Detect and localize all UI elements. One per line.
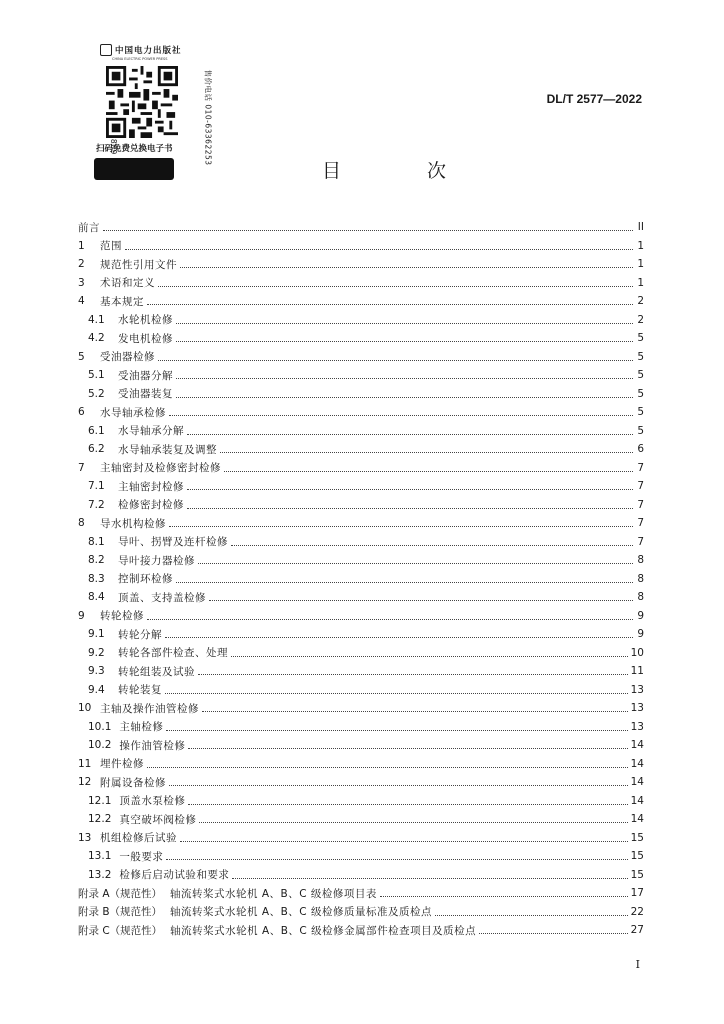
toc-entry-number: 6 <box>78 406 85 419</box>
toc-entry-label: 基本规定 <box>100 295 144 308</box>
dot-leader <box>166 729 627 731</box>
dot-leader <box>220 451 633 453</box>
toc-entry[interactable] <box>78 588 644 607</box>
toc-entry-label: 转轮组装及试验 <box>118 665 195 678</box>
toc-entry[interactable] <box>78 218 644 237</box>
dot-leader <box>187 433 633 435</box>
toc-entry-page: 8 <box>637 572 644 585</box>
toc-entry[interactable] <box>78 459 644 478</box>
toc-entry-page: 13 <box>630 720 644 733</box>
publisher-stamp <box>90 42 213 182</box>
dot-leader <box>435 914 628 916</box>
toc-entry-page: 22 <box>630 905 644 918</box>
toc-entry-label: 主轴及操作油管检修 <box>100 702 199 715</box>
dot-leader <box>176 322 633 324</box>
toc-entry-page: 15 <box>630 868 644 881</box>
toc-entry-page: 2 <box>637 295 644 308</box>
toc-entry[interactable] <box>78 903 644 922</box>
dot-leader <box>232 877 627 879</box>
dot-leader <box>158 285 633 287</box>
dot-leader <box>169 414 633 416</box>
toc-entry-page: 13 <box>630 683 644 696</box>
toc-entry[interactable] <box>78 699 644 718</box>
toc-entry-number: 12.2 <box>88 813 112 826</box>
dot-leader <box>176 581 633 583</box>
toc-entry[interactable] <box>78 718 644 737</box>
dot-leader <box>180 840 628 842</box>
toc-entry-page: 9 <box>637 628 644 641</box>
toc-entry[interactable] <box>78 403 644 422</box>
toc-entry-label: 前言 <box>78 221 100 234</box>
dot-leader <box>169 784 628 786</box>
redacted-bar <box>94 158 174 180</box>
toc-entry[interactable] <box>78 810 644 829</box>
page-title: 目 次 <box>322 160 487 182</box>
dot-leader <box>188 803 627 805</box>
toc-entry-label: 受油器检修 <box>100 351 155 364</box>
toc-entry-label: 控制环检修 <box>118 573 173 586</box>
toc-entry-page: 1 <box>637 276 644 289</box>
toc-entry-page: 8 <box>637 591 644 604</box>
toc-entry-label: 范围 <box>100 240 122 253</box>
dot-leader <box>187 507 633 509</box>
toc-entry-page: 17 <box>630 887 644 900</box>
toc-entry-number: 1 <box>78 239 85 252</box>
dot-leader <box>231 655 628 657</box>
toc-entry-label: 机组检修后试验 <box>100 832 177 845</box>
toc-entry[interactable] <box>78 570 644 589</box>
toc-entry-number: 8.4 <box>88 591 105 604</box>
toc-entry-number: 9 <box>78 609 85 622</box>
sales-phone: 售价电话 010-63362253 <box>203 69 213 166</box>
toc-entry-number: 4.2 <box>88 332 105 345</box>
dot-leader <box>176 340 633 342</box>
toc-entry-label: 导水机构检修 <box>100 517 166 530</box>
toc-entry-page: 14 <box>630 739 644 752</box>
dot-leader <box>209 599 633 601</box>
toc-entry[interactable] <box>78 514 644 533</box>
toc-entry-label: 转轮检修 <box>100 610 144 623</box>
toc-entry-number: 附录 B（规范性） <box>78 906 163 919</box>
toc-entry-page: 7 <box>637 461 644 474</box>
toc-entry-number: 9.3 <box>88 665 105 678</box>
toc-entry[interactable] <box>78 237 644 256</box>
dot-leader <box>479 932 628 934</box>
toc-entry-label: 检修密封检修 <box>118 499 184 512</box>
toc-entry-number: 10 <box>78 702 92 715</box>
toc-entry[interactable] <box>78 644 644 663</box>
toc-entry-label: 检修后启动试验和要求 <box>119 869 230 882</box>
toc-entry-number: 8 <box>78 517 85 530</box>
toc-entry-number: 9.4 <box>88 683 105 696</box>
toc-entry-page: 1 <box>637 258 644 271</box>
toc-entry-number: 6.1 <box>88 424 105 437</box>
dot-leader <box>202 710 628 712</box>
dot-leader <box>176 377 633 379</box>
table-of-contents <box>78 218 644 940</box>
toc-entry-number: 9.1 <box>88 628 105 641</box>
dot-leader <box>165 636 633 638</box>
toc-entry-label: 轴流转桨式水轮机 A、B、C 级检修质量标准及质检点 <box>170 906 432 919</box>
publisher-english-name: CHINA ELECTRIC POWER PRESS <box>112 57 168 61</box>
toc-entry-number: 13.2 <box>88 868 112 881</box>
toc-entry-page: 14 <box>630 813 644 826</box>
toc-entry-page: 7 <box>637 480 644 493</box>
toc-entry-page: 11 <box>630 665 644 678</box>
toc-entry[interactable] <box>78 662 644 681</box>
toc-entry-label: 导叶、拐臂及连杆检修 <box>118 536 228 549</box>
toc-entry-number: 4 <box>78 295 85 308</box>
toc-entry[interactable] <box>78 366 644 385</box>
dot-leader <box>125 248 633 250</box>
dot-leader <box>176 396 633 398</box>
toc-entry[interactable] <box>78 311 644 330</box>
toc-entry-label: 真空破坏阀检修 <box>119 813 197 826</box>
toc-entry-page: 5 <box>637 332 644 345</box>
toc-entry-page: 5 <box>637 424 644 437</box>
toc-entry-page: 14 <box>630 794 644 807</box>
toc-entry-label: 轴流转桨式水轮机 A、B、C 级检修金属部件检查项目及质检点 <box>170 924 477 937</box>
toc-entry-label: 受油器装复 <box>118 388 173 401</box>
toc-entry-page: 5 <box>637 369 644 382</box>
dot-leader <box>380 895 628 897</box>
toc-entry[interactable] <box>78 440 644 459</box>
toc-entry[interactable] <box>78 681 644 700</box>
dot-leader <box>231 544 633 546</box>
dot-leader <box>199 821 627 823</box>
toc-entry-label: 一般要求 <box>119 850 164 863</box>
dot-leader <box>158 359 633 361</box>
toc-entry-page: 10 <box>630 646 644 659</box>
toc-entry[interactable] <box>78 496 644 515</box>
toc-entry-label: 水导轴承装复及调整 <box>118 443 217 456</box>
toc-entry-number: 2 <box>78 258 85 271</box>
toc-entry-page: 7 <box>637 535 644 548</box>
publisher-logo <box>100 42 186 58</box>
toc-entry-number: 5.1 <box>88 369 105 382</box>
toc-entry-number: 附录 C（规范性） <box>78 924 163 937</box>
toc-entry-label: 受油器分解 <box>118 369 173 382</box>
toc-entry-page: 9 <box>637 609 644 622</box>
toc-entry[interactable] <box>78 736 644 755</box>
toc-entry-page: 1 <box>637 239 644 252</box>
toc-entry[interactable] <box>78 792 644 811</box>
toc-entry-label: 水导轴承检修 <box>100 406 166 419</box>
dot-leader <box>147 618 633 620</box>
page-number: I <box>635 958 640 971</box>
toc-entry-label: 轴流转桨式水轮机 A、B、C 级检修项目表 <box>170 887 377 900</box>
toc-entry-page: 5 <box>637 387 644 400</box>
dot-leader <box>103 229 633 231</box>
toc-entry[interactable] <box>78 329 644 348</box>
toc-entry-page: 8 <box>637 554 644 567</box>
toc-entry-number: 5.2 <box>88 387 105 400</box>
toc-entry-label: 主轴密封检修 <box>118 480 184 493</box>
toc-entry-page: 14 <box>630 757 644 770</box>
toc-entry-number: 7 <box>78 461 85 474</box>
dot-leader <box>188 747 627 749</box>
toc-entry-page: 13 <box>630 702 644 715</box>
toc-entry-label: 导叶接力器检修 <box>118 554 195 567</box>
dot-leader <box>180 266 633 268</box>
toc-entry-label: 水轮机检修 <box>118 314 173 327</box>
toc-entry-number: 13.1 <box>88 850 112 863</box>
toc-entry-number: 8.3 <box>88 572 105 585</box>
qr-caption: 扫码免费兑换电子书 <box>96 144 173 154</box>
qr-code-icon[interactable] <box>106 66 178 138</box>
document-code: DL/T 2577—2022 <box>546 92 642 106</box>
dot-leader <box>224 470 633 472</box>
toc-entry-number: 12.1 <box>88 794 112 807</box>
toc-entry-number: 3 <box>78 276 85 289</box>
toc-entry[interactable] <box>78 773 644 792</box>
toc-entry-number: 8.2 <box>88 554 105 567</box>
toc-entry-label: 主轴检修 <box>119 721 164 734</box>
toc-entry-page: II <box>637 221 644 234</box>
toc-entry-label: 操作油管检修 <box>119 739 186 752</box>
toc-entry-label: 主轴密封及检修密封检修 <box>100 462 221 475</box>
toc-entry-number: 12 <box>78 776 92 789</box>
toc-entry-page: 15 <box>630 831 644 844</box>
toc-entry-page: 5 <box>637 350 644 363</box>
toc-entry-number: 6.2 <box>88 443 105 456</box>
toc-entry[interactable] <box>78 625 644 644</box>
dot-leader <box>147 766 628 768</box>
toc-entry-page: 15 <box>630 850 644 863</box>
toc-entry-page: 5 <box>637 406 644 419</box>
toc-entry-number: 9.2 <box>88 646 105 659</box>
toc-entry-label: 顶盖水泵检修 <box>119 795 186 808</box>
toc-entry-page: 2 <box>637 313 644 326</box>
toc-entry-label: 术语和定义 <box>100 277 155 290</box>
toc-entry-label: 发电机检修 <box>118 332 173 345</box>
publisher-logo-icon <box>100 44 112 56</box>
toc-entry[interactable] <box>78 533 644 552</box>
toc-entry-label: 埋件检修 <box>100 758 144 771</box>
toc-entry[interactable] <box>78 422 644 441</box>
toc-entry[interactable] <box>78 274 644 293</box>
toc-entry[interactable] <box>78 884 644 903</box>
toc-entry-number: 7.1 <box>88 480 105 493</box>
toc-entry-page: 14 <box>630 776 644 789</box>
toc-entry[interactable] <box>78 551 644 570</box>
toc-entry-label: 转轮各部件检查、处理 <box>118 647 228 660</box>
dot-leader <box>169 525 633 527</box>
toc-entry[interactable] <box>78 348 644 367</box>
toc-entry-number: 8.1 <box>88 535 105 548</box>
toc-entry[interactable] <box>78 921 644 940</box>
dot-leader <box>165 692 628 694</box>
toc-entry-label: 顶盖、支持盖检修 <box>118 591 206 604</box>
toc-entry-page: 7 <box>637 498 644 511</box>
toc-entry-label: 转轮分解 <box>118 628 162 641</box>
toc-entry[interactable] <box>78 385 644 404</box>
toc-entry-number: 13 <box>78 831 92 844</box>
toc-entry-label: 规范性引用文件 <box>100 258 177 271</box>
toc-entry-number: 4.1 <box>88 313 105 326</box>
dot-leader <box>166 858 627 860</box>
toc-entry-number: 7.2 <box>88 498 105 511</box>
toc-entry[interactable] <box>78 755 644 774</box>
toc-entry-label: 附属设备检修 <box>100 776 166 789</box>
toc-entry[interactable] <box>78 255 644 274</box>
toc-entry[interactable] <box>78 607 644 626</box>
toc-entry-page: 6 <box>637 443 644 456</box>
toc-entry-number: 5 <box>78 350 85 363</box>
toc-entry[interactable] <box>78 292 644 311</box>
toc-entry-page: 27 <box>630 924 644 937</box>
toc-entry-number: 11 <box>78 757 92 770</box>
dot-leader <box>198 562 633 564</box>
toc-entry-page: 7 <box>637 517 644 530</box>
toc-entry-label: 水导轴承分解 <box>118 425 184 438</box>
toc-entry[interactable] <box>78 847 644 866</box>
toc-entry-number: 附录 A（规范性） <box>78 887 163 900</box>
toc-entry[interactable] <box>78 477 644 496</box>
dot-leader <box>187 488 633 490</box>
toc-entry-label: 转轮装复 <box>118 684 162 697</box>
publisher-name: 中国电力出版社 <box>115 46 182 56</box>
dot-leader <box>198 673 628 675</box>
toc-entry-number: 10.1 <box>88 720 112 733</box>
toc-entry[interactable] <box>78 866 644 885</box>
toc-entry-number: 10.2 <box>88 739 112 752</box>
toc-entry[interactable] <box>78 829 644 848</box>
dot-leader <box>147 303 633 305</box>
